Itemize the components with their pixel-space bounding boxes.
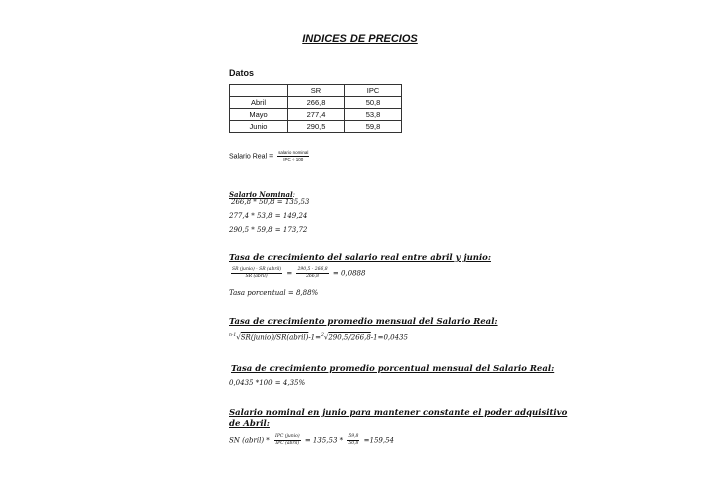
- table-header-row: [230, 85, 402, 97]
- tasa-crecimiento-heading: Tasa de crecimiento del salario real entre abril y junio:: [229, 253, 491, 263]
- table-cell-sr: 290,5: [288, 121, 345, 133]
- table-row: [230, 121, 402, 133]
- datos-label: Datos: [229, 68, 255, 78]
- fraction-denominator: SR (abril): [245, 274, 268, 279]
- table-header-cell: IPC: [345, 85, 402, 97]
- salario-nominal-line: 277,4 * 53,8 = 149,24: [229, 212, 308, 220]
- salario-nominal-line: 290,5 * 59,8 = 173,72: [229, 226, 308, 234]
- table-cell-sr: 266,8: [288, 97, 345, 109]
- salario-nominal-heading: Salario Nominal:: [229, 190, 296, 199]
- fraction-denominator: IPC ÷ 100: [283, 157, 304, 162]
- page-title: INDICES DE PRECIOS: [302, 33, 418, 45]
- radicand: SR(junio)/SR(abril): [240, 333, 309, 342]
- fraction-numerator: 59,8: [348, 434, 359, 439]
- table-row: [230, 97, 402, 109]
- sqrt-icon: √: [236, 333, 241, 342]
- table-cell-month: Mayo: [230, 109, 288, 121]
- fraction-numerator: SR (junio) - SR (abril): [232, 267, 282, 272]
- salario-real-formula: [229, 150, 311, 163]
- table-row: [230, 109, 402, 121]
- tasa-porcentual-line: Tasa porcentual = 8,88%: [229, 289, 319, 297]
- formula-fraction: [347, 434, 359, 447]
- table-header-cell: [230, 85, 288, 97]
- table-cell-month: Junio: [230, 121, 288, 133]
- table-cell-month: Abril: [230, 97, 288, 109]
- table-header-cell: SR: [288, 85, 345, 97]
- formula-fraction: [277, 150, 309, 163]
- formula-fraction: [296, 267, 328, 280]
- salario-junio-heading-line1: Salario nominal en junio para mantener constante el poder adquisitivo: [229, 408, 568, 418]
- formula-fraction: [231, 267, 282, 280]
- salario-junio-heading-line2: de Abril:: [229, 419, 270, 429]
- fraction-numerator: 290,5 - 266,8: [297, 267, 328, 272]
- tasa-porcentual-result: 0,0435 *100 = 4,35%: [229, 379, 306, 387]
- salario-nominal-line: 266,8 * 50,8 = 135,53: [231, 198, 310, 206]
- tasa-promedio-heading: Tasa de crecimiento promedio mensual del Salario Real:: [229, 317, 498, 327]
- table-cell-ipc: 53,8: [345, 109, 402, 121]
- price-index-table: [229, 84, 402, 133]
- fraction-denominator: 50,8: [348, 441, 359, 446]
- radicand: 290,5/266,8: [328, 333, 371, 342]
- tasa-promedio-formula: $^{n-1}$√SR(junio)/SR(abril)-1=$^2$√290,5/266,8-1=0,0435: [229, 333, 408, 342]
- root-index: n-1: [229, 333, 237, 338]
- root-index: 2: [321, 333, 324, 338]
- tasa-porcentual-heading: Tasa de crecimiento promedio porcentual mensual del Salario Real:: [231, 364, 555, 374]
- table-cell-ipc: 59,8: [345, 121, 402, 133]
- fraction-denominator: IPC (abril): [275, 441, 300, 446]
- tasa-crecimiento-formula: $\frac{\text{SR (junio) - SR (abril)}}{\text{SR (abril)}}$ = $\frac{290,5 - 266,8}{266,8}$ = 0,0888: [232, 267, 366, 279]
- fraction-denominator: 266,8: [306, 274, 319, 279]
- sqrt-icon: √: [323, 333, 329, 342]
- fraction-numerator: IPC (junio): [275, 434, 300, 439]
- table-cell-ipc: 50,8: [345, 97, 402, 109]
- salario-junio-formula: SN (abril) * $\frac{\text{IPC (junio)}}{\text{IPC (abril)}}$ = 135,53 * $\frac{59,8}{50,8}$ =159,54: [229, 434, 394, 446]
- fraction-numerator: salario nominal: [278, 150, 309, 155]
- formula-lhs: Salario Real =: [229, 153, 274, 161]
- formula-fraction: [274, 434, 301, 447]
- table-cell-sr: 277,4: [288, 109, 345, 121]
